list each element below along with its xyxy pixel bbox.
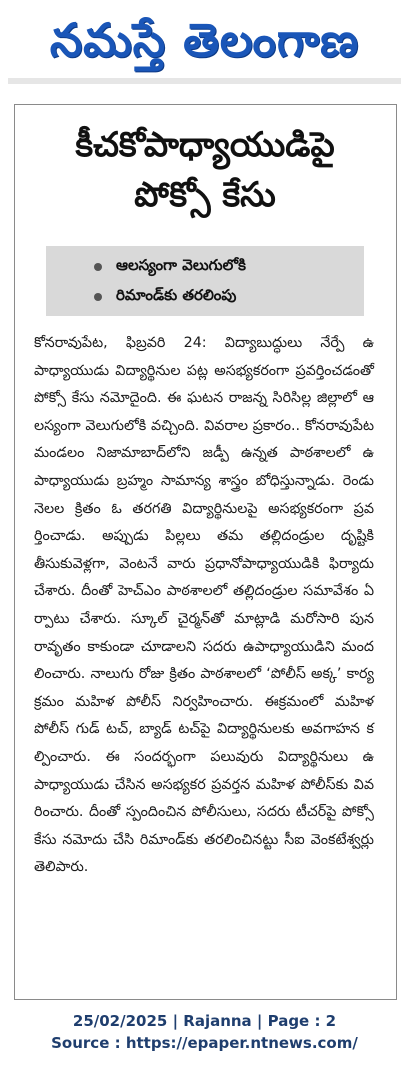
headline-line-2: పోక్సో కేసు — [134, 175, 276, 215]
headline-line-1: కీచకోపాధ్యాయుడిపై — [75, 125, 335, 165]
article-headline — [40, 120, 370, 220]
subhead-text: రిమాండ్‌కు తరలింపు — [116, 286, 237, 304]
source-footer — [0, 1010, 409, 1054]
subhead-item — [94, 282, 364, 312]
footer-source-link[interactable]: Source : https://epaper.ntnews.com/ — [51, 1034, 358, 1052]
subhead-item — [94, 252, 364, 282]
subheads-box — [46, 246, 364, 316]
masthead-title: నమస్తే తెలంగాణ — [49, 13, 360, 67]
bullet-icon — [94, 263, 102, 271]
footer-date-edition: 25/02/2025 | Rajanna | Page : 2 — [72, 1012, 337, 1030]
bullet-icon — [94, 293, 102, 301]
article-body: కోనరావుపేట, ఫిబ్రవరి 24: విద్యాబుద్ధులు నేర్పే ఉపాధ్యాయుడు విద్యార్థినుల పట్ల అసభ్యకరంగా ప్రవర్తించడంతో పోక్సో కేసు నమోదైంది. ఈ ఘటన రాజన్న సిరిసిల్ల జిల్లాలో ఆలస్యంగా వెలుగులోకి వచ్చింది. వివరాల ప్రకారం.. కోనరావుపేట మండలం నిజామాబాద్‌లోని జడ్పీ ఉన్నత పాఠశాలలో ఉపాధ్యాయుడు బ్రహ్మం సామాన్య శాస్త్రం బోధిస్తున్నాడు. రెండు నెలల క్రితం ఓ తరగతి విద్యార్థినులపై అసభ్యకరంగా ప్రవర్తించాడు. అప్పుడు పిల్లలు తమ తల్లిదండ్రుల దృష్టికి తీసుకువెళ్లగా, వెంటనే వారు ప్రధానోపాధ్యాయుడికి ఫిర్యాదు చేశారు. దీంతో హెచ్‌ఎం పాఠశాలలో తల్లిదండ్రుల సమావేశం ఏర్పాటు చేశారు. స్కూల్ చైర్మన్‌తో మాట్లాడి మరోసారి పునరావృతం కాకుండా చూడాలని సదరు ఉపాధ్యాయుడిని మందలించారు. నాలుగు రోజు క్రితం పాఠశాలలో ‘పోలీస్ అక్క’ కార్యక్రమం మహిళ పోలీస్ నిర్వహించారు. ఈక్రమంలో మహిళ పోలీస్ గుడ్ టచ్, బ్యాడ్ టచ్‌పై విద్యార్థినులకు అవగాహన కల్పించారు. ఈ సందర్భంగా పలువురు విద్యార్థినులు ఉపాధ్యాయుడు చేసిన అసభ్యకర ప్రవర్తన మహిళ పోలీస్‌కు వివరించారు. దీంతో స్పందించిన పోలీసులు, సదరు టీచర్‌పై పోక్సో కేసు నమోదు చేసి రిమాండ్‌కు తరలించినట్టు సీఐ వెంకటేశ్వర్లు తెలిపారు. — [34, 335, 374, 876]
newspaper-masthead — [8, 6, 401, 74]
subhead-text: ఆలస్యంగా వెలుగులోకి — [116, 256, 246, 274]
masthead-divider — [8, 78, 401, 84]
